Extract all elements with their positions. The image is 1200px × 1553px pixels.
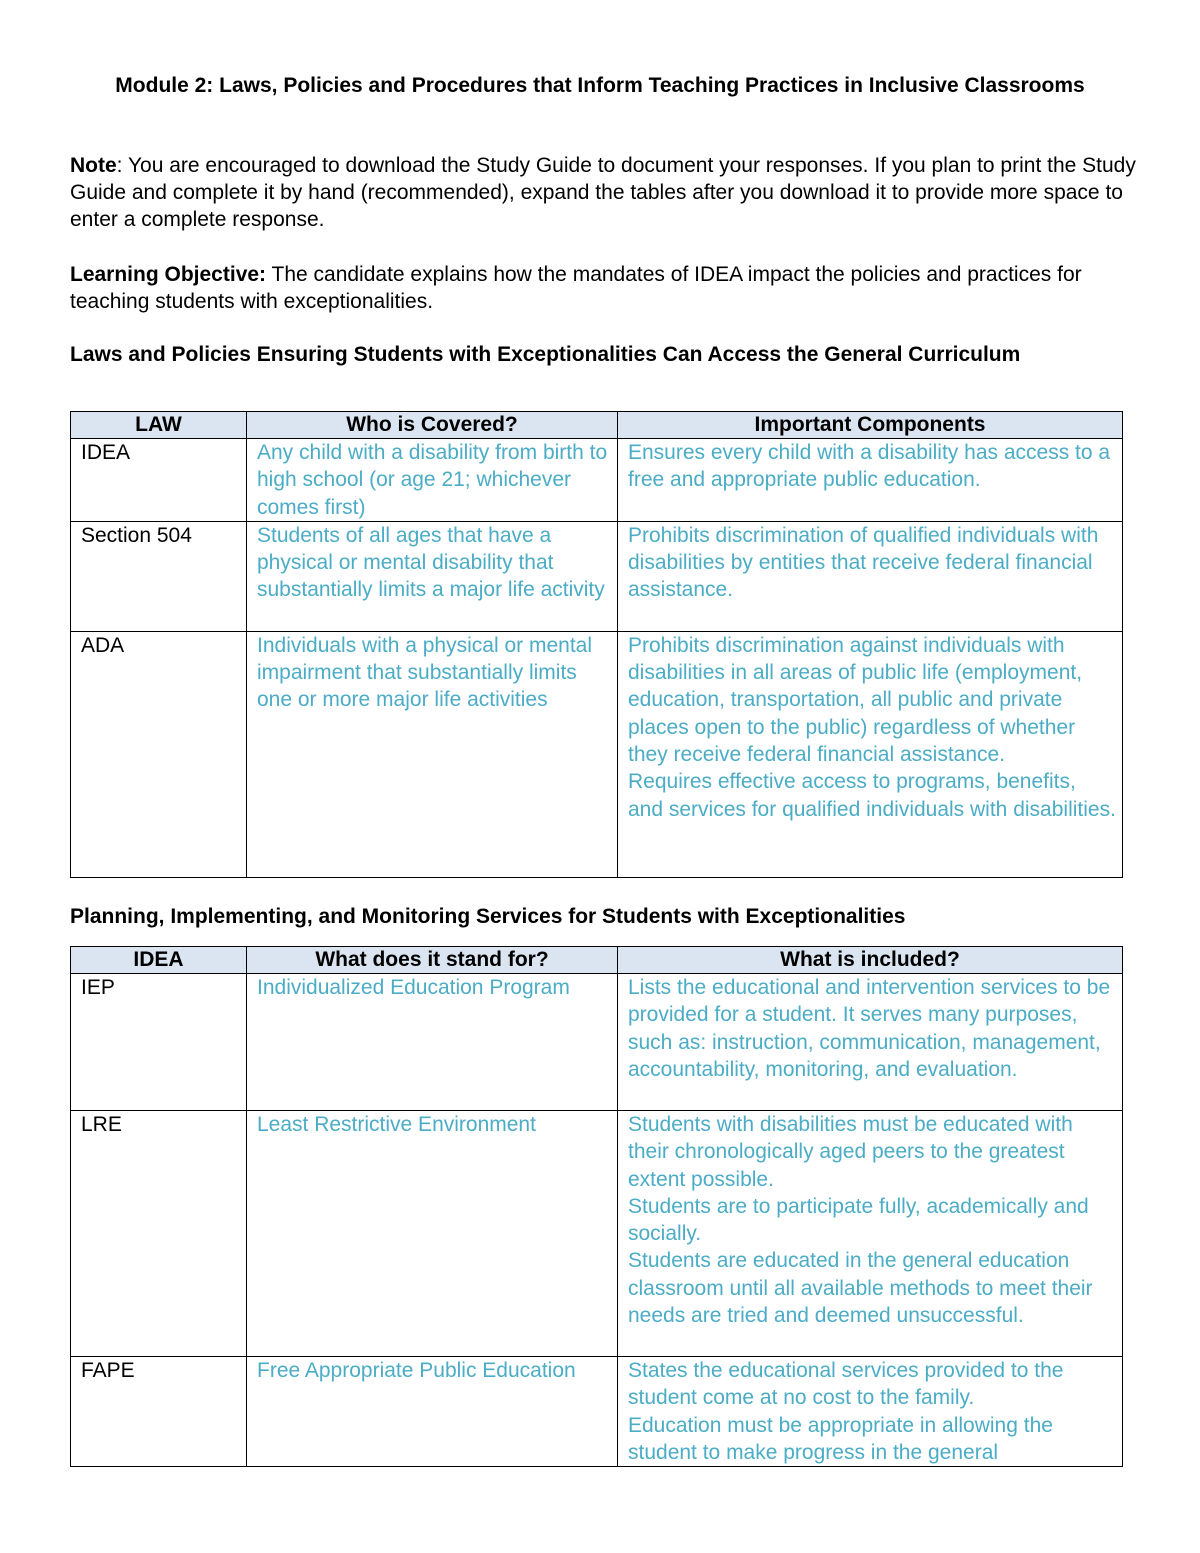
- important-components: [618, 631, 1123, 877]
- component-text: Prohibits discrimination of qualified individuals with disabilities by entities that receive federal financial assistance.: [628, 523, 1099, 602]
- who-covered: Any child with a disability from birth to high school (or age 21; whichever comes first): [247, 439, 618, 522]
- important-components: [618, 521, 1123, 631]
- component-text: Requires effective access to programs, benefits, and services for qualified individuals with disabilities.: [628, 770, 1116, 821]
- law-name: IDEA: [71, 439, 247, 522]
- header-included: What is included?: [618, 947, 1123, 974]
- stands-for: Least Restrictive Environment: [247, 1111, 618, 1357]
- note-label: Note: [70, 154, 117, 177]
- note-text: : You are encouraged to download the Study Guide to document your responses. If you plan to print the Study Guide and complete it by hand (recommended), expand the tables after you download it to provide more space to enter a complete response.: [70, 154, 1136, 231]
- laws-table-header-row: [71, 412, 1123, 439]
- important-components: [618, 439, 1123, 522]
- objective-label: Learning Objective:: [70, 263, 267, 286]
- component-text: Ensures every child with a disability has access to a free and appropriate public education.: [628, 441, 1111, 492]
- table-row: [71, 1357, 1123, 1467]
- learning-objective-paragraph: [70, 261, 1140, 315]
- table-row: [71, 521, 1123, 631]
- page-title: Module 2: Laws, Policies and Procedures that Inform Teaching Practices in Inclusive Classrooms: [115, 74, 1085, 97]
- table-row: [71, 1111, 1123, 1357]
- stands-for: Individualized Education Program: [247, 974, 618, 1111]
- who-covered: Individuals with a physical or mental impairment that substantially limits one or more major life activities: [247, 631, 618, 877]
- law-name: ADA: [71, 631, 247, 877]
- included-text: States the educational services provided to the student come at no cost to the family.: [628, 1359, 1064, 1410]
- laws-table: [70, 411, 1123, 878]
- header-law: LAW: [71, 412, 247, 439]
- note-paragraph: [70, 152, 1140, 233]
- idea-services-table: [70, 946, 1123, 1467]
- header-stands-for: What does it stand for?: [247, 947, 618, 974]
- included-text: Education must be appropriate in allowing the student to make progress in the general: [628, 1413, 1053, 1464]
- idea-term: FAPE: [71, 1357, 247, 1467]
- included-text: Students are to participate fully, academically and socially.: [628, 1194, 1089, 1246]
- table-row: [71, 439, 1123, 522]
- who-covered: Students of all ages that have a physical or mental disability that substantially limits a major life activity: [247, 521, 618, 631]
- idea-term: LRE: [71, 1111, 247, 1357]
- header-idea: IDEA: [71, 947, 247, 974]
- included-text: Students are educated in the general education classroom until all available methods to meet their needs are tried and deemed unsuccessful.: [628, 1249, 1093, 1328]
- included: [618, 974, 1123, 1111]
- stands-for: Free Appropriate Public Education: [247, 1357, 618, 1467]
- included-text: Lists the educational and intervention services to be provided for a student. It serves many purposes, such as: instruction, communication, management, accountability, monitoring, and evaluation.: [628, 976, 1111, 1081]
- included: [618, 1357, 1123, 1467]
- included-text: Students with disabilities must be educated with their chronologically aged peers to the greatest extent possible.: [628, 1113, 1073, 1191]
- idea-table-header-row: [71, 947, 1123, 974]
- table-row: [71, 974, 1123, 1111]
- section1-heading: Laws and Policies Ensuring Students with Exceptionalities Can Access the General Curriculum: [70, 343, 1021, 366]
- header-who-covered: Who is Covered?: [247, 412, 618, 439]
- objective-text: The candidate explains how the mandates of IDEA impact the policies and practices for teaching students with exceptionalities.: [70, 263, 1082, 313]
- header-important-components: Important Components: [618, 412, 1123, 439]
- table-row: [71, 631, 1123, 877]
- idea-term: IEP: [71, 974, 247, 1111]
- component-text: Prohibits discrimination against individuals with disabilities in all areas of public life (employment, education, transportation, all public and private places open to the public) regardless of whether they receive federal financial assistance.: [628, 633, 1083, 767]
- included: [618, 1111, 1123, 1357]
- law-name: Section 504: [71, 521, 247, 631]
- section2-heading: Planning, Implementing, and Monitoring Services for Students with Exceptionalities: [70, 905, 906, 928]
